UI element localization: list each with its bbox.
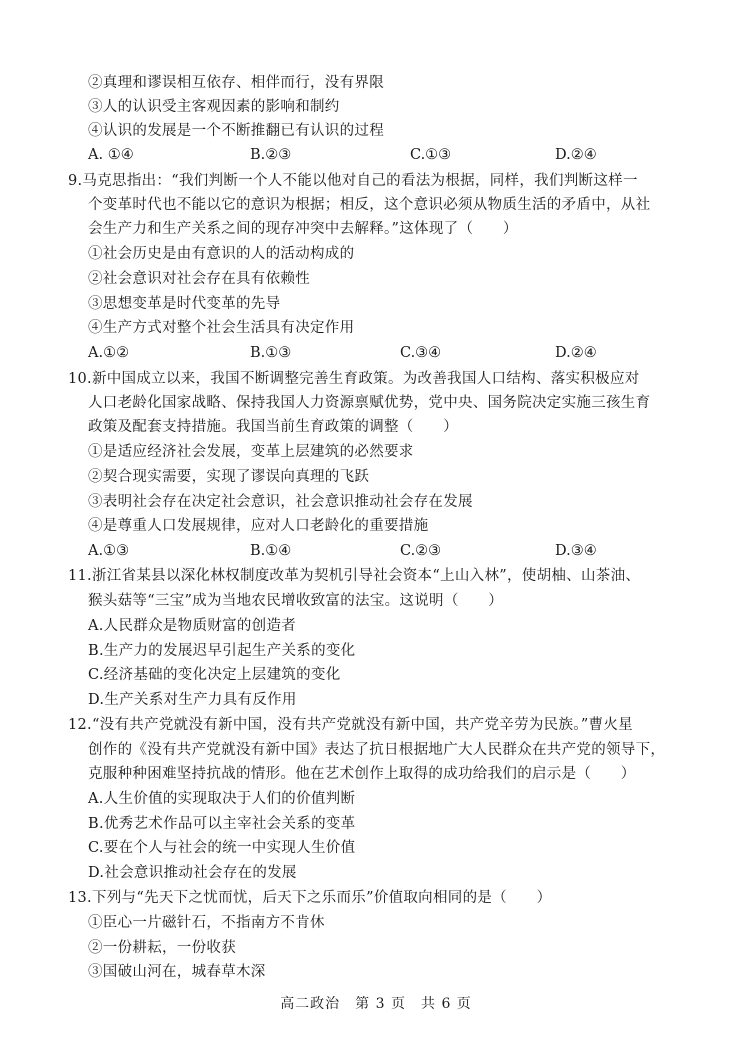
q10-statement-2: ②契合现实需要，实现了谬误向真理的飞跃 [88,469,370,485]
q11-option-b: B.生产力的发展迟早引起生产关系的变化 [88,643,356,659]
q8-statement-3: ③人的认识受主客观因素的影响和制约 [88,99,340,115]
q12-stem-line-2: 创作的《没有共产党就没有新中国》表达了抗日根据地广大人民群众在共产党的领导下， [88,742,666,758]
q10-stem-line-2: 人口老龄化国家战略、保持我国人力资源禀赋优势，党中央、国务院决定实施三孩生育 [88,395,651,411]
q10-statement-1: ①是适应经济社会发展，变革上层建筑的必然要求 [88,444,414,460]
q13-statement-1: ①臣心一片磁针石，不指南方不肯休 [88,915,325,931]
q9-statement-4: ④生产方式对整个社会生活具有决定作用 [88,320,355,336]
q8-option-d: D.②④ [555,147,597,163]
q10-stem-line-3: 政策及配套支持措施。我国当前生育政策的调整（ ） [88,419,458,435]
q12-option-d: D.社会意识推动社会存在的发展 [88,865,297,881]
q12-stem-line-3: 克服种种困难坚持抗战的情形。他在艺术创作上取得的成功给我们的启示是（ ） [88,766,636,782]
q10-option-b: B.①④ [250,543,292,559]
q8-option-b: B.②③ [250,147,292,163]
q9-option-d: D.②④ [555,345,597,361]
q13-statement-2: ②一份耕耘，一份收获 [88,940,236,956]
q11-option-a: A.人民群众是物质财富的创造者 [88,618,297,634]
q12-option-c: C.要在个人与社会的统一中实现人生价值 [88,840,356,856]
q9-stem-line-3: 会生产力和生产关系之间的现存冲突中去解释。”这体现了（ ） [88,221,518,237]
q13-stem-line-1: 13.下列与“先天下之忧而忧，后天下之乐而乐”价值取向相同的是（ ） [68,890,552,906]
q9-statement-1: ①社会历史是由有意识的人的活动构成的 [88,246,355,262]
q10-option-a: A.①③ [88,543,130,559]
q9-stem-line-1: 9.马克思指出：“我们判断一个人不能以他对自己的看法为根据，同样，我们判断这样一 [68,173,638,189]
q8-option-c: C.①③ [410,147,452,163]
q11-option-d: D.生产关系对生产力具有反作用 [88,692,297,708]
q11-stem-line-2: 猴头菇等“三宝”成为当地农民增收致富的法宝。这说明（ ） [88,593,504,609]
q9-statement-2: ②社会意识对社会存在具有依赖性 [88,271,310,287]
q13-statement-3: ③国破山河在，城春草木深 [88,964,266,980]
q9-option-a: A.①② [88,345,130,361]
q12-stem-line-1: 12.“没有共产党就没有新中国，没有共产党就没有新中国，共产党辛劳为民族。”曹火星 [68,717,633,733]
q9-option-c: C.③④ [400,345,442,361]
q10-statement-4: ④是尊重人口发展规律，应对人口老龄化的重要措施 [88,518,429,534]
page-footer: 高二政治 第 3 页 共 6 页 [280,996,472,1012]
q10-stem-line-1: 10.新中国成立以来，我国不断调整完善生育政策。为改善我国人口结构、落实积极应对 [68,371,640,387]
q8-option-a: A. ①④ [88,147,134,163]
q9-statement-3: ③思想变革是时代变革的先导 [88,296,281,312]
q11-option-c: C.经济基础的变化决定上层建筑的变化 [88,667,341,683]
q11-stem-line-1: 11.浙江省某县以深化林权制度改革为契机引导社会资本“上山入林”，使胡柚、山茶油、 [68,568,641,584]
q10-statement-3: ③表明社会存在决定社会意识，社会意识推动社会存在发展 [88,494,473,510]
q8-statement-4: ④认识的发展是一个不断推翻已有认识的过程 [88,123,384,139]
q9-stem-line-2: 个变革时代也不能以它的意识为根据；相反，这个意识必须从物质生活的矛盾中，从社 [88,197,651,213]
q10-option-d: D.③④ [555,543,597,559]
q9-option-b: B.①③ [250,345,292,361]
q12-option-b: B.优秀艺术作品可以主宰社会关系的变革 [88,816,356,832]
q10-option-c: C.②③ [400,543,442,559]
q8-statement-2: ②真理和谬误相互依存、相伴而行，没有界限 [88,75,384,91]
q12-option-a: A.人生价值的实现取决于人们的价值判断 [88,791,356,807]
